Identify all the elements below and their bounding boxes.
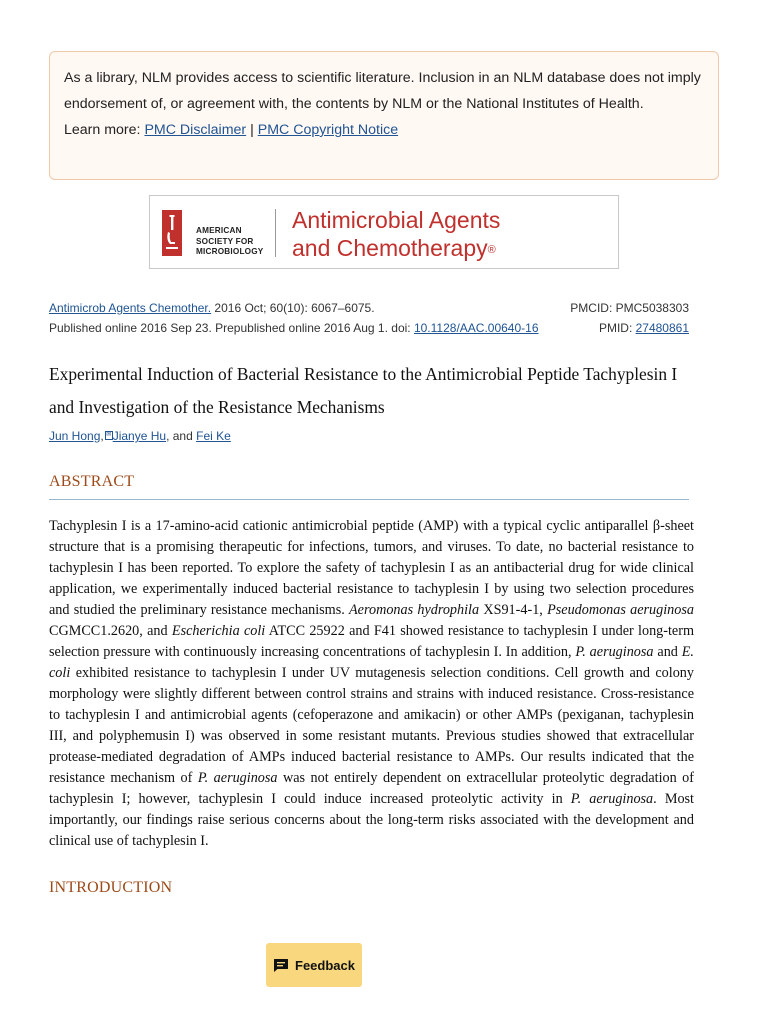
- doi-link[interactable]: 10.1128/AAC.00640-16: [413, 321, 539, 335]
- pmcid: PMCID: PMC5038303: [570, 301, 689, 315]
- pmid-link[interactable]: 27480861: [635, 321, 689, 335]
- abstract-text: Tachyplesin I is a 17-amino-acid cationic antimicrobial peptide (AMP) with a typical cyclic antiparallel β-sheet structure that is a promising therapeutic for infections, tumors, and viruses. To date, no bacterial resistance to tachyplesin I has been reported. To explore the safety of tachyplesin I as an antibacterial drug for wide clinical application, we experimentally induced bacterial resistance to tachyplesin I by using two selection procedures and studied the preliminary resistance mechanisms. Aeromonas hydrophila XS91-4-1, Pseudomonas aeruginosa CGMCC1.2620, and Escherichia coli ATCC 25922 and F41 showed resistance to tachyplesin I under long-term selection pressure with continuously increasing concentrations of tachyplesin I. In addition, P. aeruginosa and E. coli exhibited resistance to tachyplesin I under UV mutagenesis selection conditions. Cell growth and colony morphology were slightly different between control strains and strains with induced resistance. Cross-resistance to tachyplesin I and antimicrobial agents (cefoperazone and amikacin) or other AMPs (pexiganan, tachyplesin III, and polyphemusin I) was observed in some resistant mutants. Previous studies showed that extracellular protease-mediated degradation of AMPs induced bacterial resistance to AMPs. Our results indicated that the resistance mechanism of P. aeruginosa was not entirely dependent on extracellular proteolytic degradation of tachyplesin I; however, tachyplesin I could induce increased proteolytic activity in P. aeruginosa. Most importantly, our findings raise serious concerns about the long-term risks associated with the development and clinical use of tachyplesin I.: [49, 518, 695, 849]
- asm-microscope-logo-icon: [162, 210, 182, 256]
- email-envelope-icon[interactable]: ✉: [106, 432, 112, 438]
- asm-society-name: AMERICAN SOCIETY FOR MICROBIOLOGY: [196, 226, 264, 256]
- abstract-rule: [49, 499, 689, 500]
- banner-divider: [275, 209, 276, 257]
- link-separator: |: [250, 122, 254, 138]
- introduction-heading: INTRODUCTION: [49, 879, 173, 896]
- author-link[interactable]: Fei Ke: [196, 429, 231, 443]
- author-list: Jun Hong, ✉Jianye Hu, and Fei Ke: [49, 429, 231, 443]
- publication-dates: Published online 2016 Sep 23. Prepublished online 2016 Aug 1. doi:: [49, 321, 414, 335]
- author-link[interactable]: Jianye Hu: [112, 429, 167, 443]
- pmc-copyright-link[interactable]: PMC Copyright Notice: [257, 122, 399, 138]
- feedback-label: Feedback: [295, 957, 355, 973]
- nlm-disclaimer-notice: [49, 51, 719, 180]
- article-title: Experimental Induction of Bacterial Resistance to the Antimicrobial Peptide Tachyplesin I and Investigation of the Resistance Mechanisms: [49, 364, 678, 417]
- feedback-icon: [273, 958, 289, 973]
- citation-details: 2016 Oct; 60(10): 6067–6075.: [211, 301, 375, 315]
- learn-more-label: Learn more:: [64, 122, 141, 138]
- pmc-disclaimer-link[interactable]: PMC Disclaimer: [144, 122, 247, 138]
- journal-title: Antimicrobial Agents and Chemotherapy®: [292, 207, 501, 261]
- notice-text: As a library, NLM provides access to scientific literature. Inclusion in an NLM database does not imply endorsement of, or agreement with, the contents by NLM or the National Institutes of Health.: [64, 70, 701, 112]
- feedback-button[interactable]: [266, 943, 362, 987]
- pmid: PMID: 27480861: [598, 321, 689, 335]
- journal-link[interactable]: Antimicrob Agents Chemother.: [49, 301, 212, 315]
- citation-line-2: [49, 321, 719, 335]
- abstract-heading: ABSTRACT: [49, 473, 135, 490]
- journal-banner[interactable]: [149, 195, 619, 269]
- citation-line-1: [49, 301, 719, 315]
- author-link[interactable]: Jun Hong: [49, 429, 101, 443]
